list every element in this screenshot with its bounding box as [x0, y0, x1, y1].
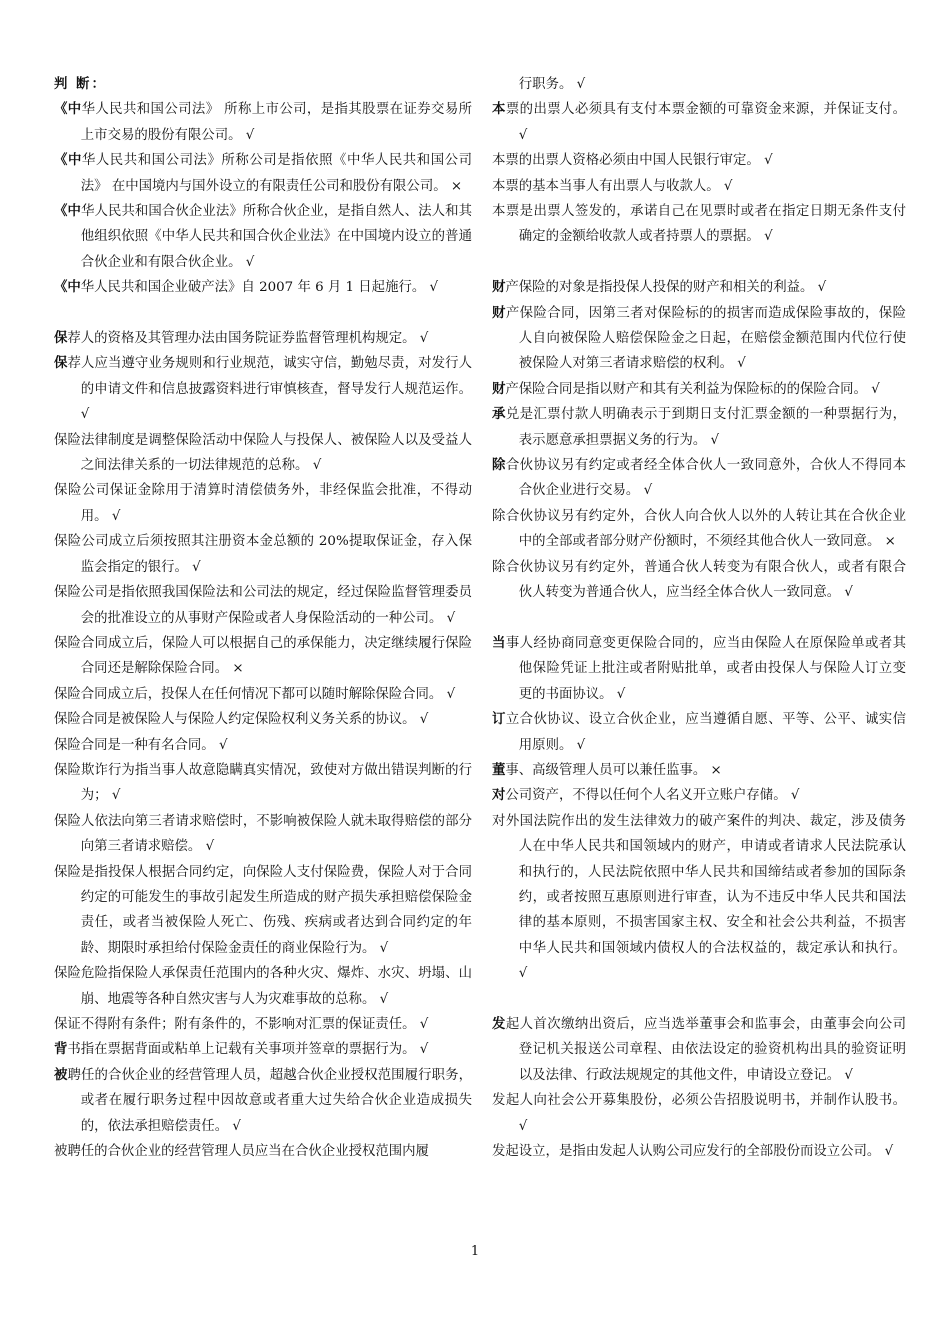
statement-item	[54, 148, 472, 199]
statement-item	[54, 707, 472, 732]
statement-text: 保险合同成立后，投保人在任何情况下都可以随时解除保险合同。 √	[54, 686, 456, 702]
statement-text: 发起人向社会公开募集股份，必须公告招股说明书，并制作认股书。 √	[492, 1093, 906, 1134]
statement-text: 合伙协议另有约定或者经全体合伙人一致同意外，合伙人不得同本合伙企业进行交易。 √	[505, 458, 907, 499]
statement-item	[54, 682, 472, 707]
statement-item	[54, 529, 472, 580]
statement-text: 保险合同是被保险人与保险人约定保险权利义务关系的协议。 √	[54, 712, 429, 728]
statement-item	[492, 377, 906, 402]
statement-text: 荐人应当遵守业务规则和行业规范，诚实守信，勤勉尽责，对发行人的申请文件和信息披露资料进行审慎核查，督导发行人规范运作。 √	[67, 356, 473, 423]
statement-text: 行职务。 √	[518, 77, 586, 92]
statement-lead: 被	[54, 1066, 68, 1083]
statement-lead: 董	[492, 761, 506, 778]
statement-text: 华人民共和国公司法》 所称上市公司，是指其股票在证券交易所上市交易的股份有限公司。 √	[80, 102, 473, 143]
statement-item	[492, 402, 906, 453]
statement-item	[54, 275, 472, 300]
statement-item	[492, 758, 906, 783]
page-number: 1	[470, 1244, 480, 1259]
section-heading: 判 断：	[54, 76, 107, 92]
statement-lead: 《中	[54, 152, 82, 169]
statement-item	[54, 961, 472, 1012]
statement-item	[54, 97, 472, 148]
statement-text: 除合伙协议另有约定外，普通合伙人转变为有限合伙人，或者有限合伙人转变为普通合伙人，应当经全体合伙人一致同意。 √	[492, 559, 906, 601]
statement-text: 产保险合同是指以财产和其有关利益为保险标的的保险合同。 √	[505, 381, 880, 397]
statement-item	[492, 783, 906, 808]
statement-item	[492, 1088, 906, 1139]
statement-text: 对外国法院作出的发生法律效力的破产案件的判决、裁定，涉及债务人在中华人民共和国领域内的财产，申请或者请求人民法院承认和执行的，人民法院依照中华人民共和国缔结或者参加的国际条约，或者按照互惠原则进行审查，认为不违反中华人民共和国法律的基本原则，不损害国家主权、安全和社会公共利益，不损害中华人民共和国领域内债权人的合法权益的，裁定承认和执行。 √	[492, 813, 906, 982]
statement-text: 起人首次缴纳出资后，应当选举董事会和监事会，由董事会向公司登记机关报送公司章程、由依法设定的验资机构出具的验资证明以及法律、行政法规规定的其他文件，申请设立登记。 √	[505, 1016, 907, 1083]
statement-item	[54, 478, 472, 529]
statement-text: 保险公司是指依照我国保险法和公司法的规定，经过保险监督管理委员会的批准设立的从事财产保险或者人身保险活动的一种公司。 √	[54, 585, 472, 626]
left-column	[54, 72, 472, 1164]
statement-item	[492, 1012, 906, 1088]
statement-lead: 《中	[54, 101, 82, 118]
statement-text: 立合伙协议、设立合伙企业，应当遵循自愿、平等、公平、诚实信用原则。 √	[505, 712, 907, 753]
statement-text: 华人民共和国公司法》所称公司是指依照《中华人民共和国公司法》 在中国境内与国外设立的有限责任公司和股份有限公司。 ×	[80, 153, 473, 194]
statement-item	[492, 301, 906, 377]
statement-lead: 财	[492, 279, 506, 296]
statement-lead: 背	[54, 1041, 68, 1058]
statement-lead: 财	[492, 304, 506, 321]
statement-text: 保证不得附有条件；附有条件的，不影响对汇票的保证责任。 √	[54, 1017, 429, 1033]
statement-lead: 对	[492, 787, 506, 804]
statement-text: 本票的基本当事人有出票人与收款人。 √	[492, 178, 733, 194]
statement-item	[54, 1012, 472, 1037]
statement-lead: 本	[492, 101, 506, 118]
statement-lead: 《中	[54, 279, 81, 296]
statement-item	[492, 199, 906, 250]
statement-lead: 除	[492, 457, 506, 474]
statement-text: 产保险的对象是指投保人投保的财产和相关的利益。 √	[505, 280, 827, 296]
statement-item	[54, 860, 472, 962]
statement-lead: 订	[492, 711, 506, 728]
statement-text: 产保险合同，因第三者对保险标的的损害而造成保险事故的，保险人自向被保险人赔偿保险金之日起，在赔偿金额范围内代位行使被保险人对第三者请求赔偿的权利。 √	[505, 305, 907, 372]
statement-item	[54, 631, 472, 682]
statement-item	[492, 1139, 906, 1164]
statement-item	[492, 809, 906, 987]
statement-text: 事人经协商同意变更保险合同的，应当由保险人在原保险单或者其他保险凭证上批注或者附贴批单，或者由投保人与保险人订立变更的书面协议。 √	[505, 635, 907, 702]
paragraph-gap	[492, 987, 906, 1012]
statement-item	[54, 1063, 472, 1139]
statement-item	[54, 580, 472, 631]
statement-text: 聘任的合伙企业的经营管理人员，超越合伙企业授权范围履行职务，或者在履行职务过程中因故意或者重大过失给合伙企业造成损失的，依法承担赔偿责任。 √	[67, 1067, 473, 1134]
statement-item	[54, 326, 472, 351]
statement-text: 保险是指投保人根据合同约定，向保险人支付保险费，保险人对于合同约定的可能发生的事故引起发生所造成的财产损失承担赔偿保险金责任，或者当被保险人死亡、伤残、疾病或者达到合同约定的年龄、期限时承担给付保险金责任的商业保险行为。 √	[54, 864, 472, 956]
statement-lead: 发	[492, 1015, 506, 1032]
statement-item	[54, 809, 472, 860]
statement-item	[54, 351, 472, 427]
statement-text: 保险合同是一种有名合同。 √	[54, 737, 228, 753]
statement-text: 发起设立，是指由发起人认购公司应发行的全部股份而设立公司。 √	[492, 1144, 894, 1160]
statement-text: 保险人依法向第三者请求赔偿时，不影响被保险人就未取得赔偿的部分向第三者请求赔偿。 √	[54, 813, 472, 855]
statement-text: 兑是汇票付款人明确表示于到期日支付汇票金额的一种票据行为，表示愿意承担票据义务的行为。 √	[505, 407, 907, 448]
statement-text: 保险公司成立后须按照其注册资本金总额的 20%提取保证金，存入保监会指定的银行。 √	[54, 534, 472, 575]
statement-item	[492, 275, 906, 300]
statement-item	[492, 504, 906, 555]
statement-text: 被聘任的合伙企业的经营管理人员应当在合伙企业授权范围内履	[54, 1144, 429, 1160]
paragraph-gap	[492, 606, 906, 631]
statement-item	[54, 733, 472, 758]
statement-item	[54, 758, 472, 809]
statement-text: 书指在票据背面或粘单上记载有关事项并签章的票据行为。 √	[67, 1042, 429, 1058]
statement-text: 荐人的资格及其管理办法由国务院证券监督管理机构规定。 √	[67, 331, 429, 347]
statement-item	[492, 707, 906, 758]
statement-text: 保险法律制度是调整保险活动中保险人与投保人、被保险人以及受益人之间法律关系的一切法律规范的总称。 √	[54, 432, 472, 474]
statement-text: 事、高级管理人员可以兼任监事。 ×	[505, 762, 722, 778]
statement-text: 保险合同成立后，保险人可以根据自己的承保能力，决定继续履行保险合同还是解除保险合同。 ×	[54, 635, 472, 677]
statement-item	[492, 97, 906, 148]
statement-text: 华人民共和国企业破产法》自 2007 年 6 月 1 日起施行。 √	[80, 280, 439, 296]
statement-text: 保险危险指保险人承保责任范围内的各种火灾、爆炸、水灾、坍塌、山崩、地震等各种自然灾害与人为灾难事故的总称。 √	[54, 966, 472, 1007]
statement-text: 保险欺诈行为指当事人故意隐瞒真实情况，致使对方做出错误判断的行为； √	[54, 762, 472, 804]
statement-lead: 《中	[54, 203, 81, 220]
statement-item	[492, 453, 906, 504]
statement-lead: 保	[54, 355, 68, 372]
statement-text: 公司资产，不得以任何个人名义开立账户存储。 √	[505, 788, 800, 804]
statement-item	[54, 1037, 472, 1062]
statement-item	[54, 199, 472, 275]
statement-text: 除合伙协议另有约定外，合伙人向合伙人以外的人转让其在合伙企业中的全部或者部分财产份额时，不须经其他合伙人一致同意。 ×	[492, 508, 906, 550]
paragraph-gap	[54, 301, 472, 326]
statement-lead: 保	[54, 330, 68, 347]
statement-lead: 财	[492, 380, 506, 397]
statement-text: 本票是出票人签发的，承诺自己在见票时或者在指定日期无条件支付确定的金额给收款人或者持票人的票据。 √	[492, 204, 906, 245]
statement-text: 保险公司保证金除用于清算时清偿债务外，非经保监会批准，不得动用。 √	[54, 483, 472, 524]
paragraph-gap	[492, 250, 906, 275]
statement-text: 票的出票人必须具有支付本票金额的可靠资金来源，并保证支付。 √	[505, 102, 907, 143]
statement-item	[54, 428, 472, 479]
statement-item	[492, 72, 906, 97]
statement-item	[492, 631, 906, 707]
statement-text: 华人民共和国合伙企业法》所称合伙企业，是指自然人、法人和其他组织依照《中华人民共和国合伙企业法》在中国境内设立的普通合伙企业和有限合伙企业。 √	[80, 204, 473, 270]
statement-lead: 当	[492, 634, 506, 651]
statement-item	[492, 555, 906, 606]
statement-item	[54, 1139, 472, 1164]
statement-text: 本票的出票人资格必须由中国人民银行审定。 √	[492, 153, 773, 169]
statement-lead: 承	[492, 406, 506, 423]
statement-item	[492, 148, 906, 173]
statement-item	[492, 174, 906, 199]
right-column	[492, 72, 906, 1164]
